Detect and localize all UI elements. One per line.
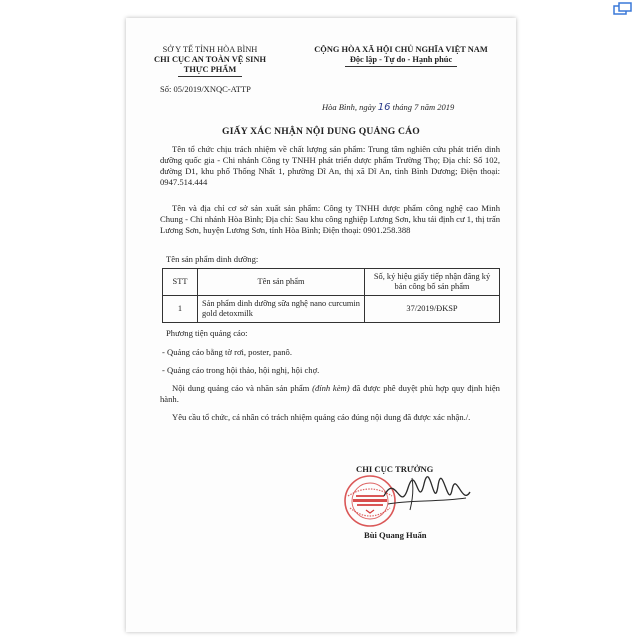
handwritten-signature-icon [378,466,474,520]
table-header-cell: Số, ký hiệu giấy tiếp nhận đăng ký bản công bố sản phẩm [365,269,500,296]
approval-paragraph [160,383,500,405]
document-number: Số: 05/2019/XNQC-ATTP [160,84,251,94]
signatory-name: Bùi Quang Huấn [364,530,427,540]
date-day-handwritten: 16 [377,102,391,113]
national-header [302,45,500,67]
media-label: Phương tiện quảng cáo: [166,328,248,338]
issuer-underline [178,76,242,77]
date-prefix: Hòa Bình, ngày [322,102,376,112]
request-paragraph: Yêu cầu tổ chức, cá nhân có trách nhiệm quảng cáo đúng nội dung đã được xác nhận./. [172,412,471,422]
motto-underline [345,66,457,67]
responsible-org-paragraph: Tên tổ chức chịu trách nhiệm về chất lượng sản phẩm: Trung tâm nghiên cứu phát triển dinh dưỡng quốc gia - Chi nhánh Công ty TNHH phát triển dược phẩm Trường Thọ; Địa chỉ: Số 102, đường D1, khu phố Thống Nhất 1, phường Dĩ An, thị xã Dĩ An, tỉnh Bình Dương; Điện thoại: 0947.514.444 [160,144,500,187]
issuer-header [148,45,272,77]
date-rest: tháng 7 năm 2019 [392,102,455,112]
issuer-agency-line2: THỰC PHẨM [183,65,237,74]
manufacturer-paragraph: Tên và địa chỉ cơ sở sản xuất sản phẩm: Công ty TNHH dược phẩm công nghệ cao Minh Chung - Chi nhánh Hòa Bình; Địa chỉ: Sau khu công nghiệp Lương Sơn, khu tái định cư 1, thị trấn Lương Sơn, huyện Lương Sơn, tỉnh Hòa Bình; Điện thoại: 0901.258.388 [160,203,500,235]
signatory-title: CHI CỤC TRƯỞNG [356,464,434,474]
issuer-agency: CHI CỤC AN TOÀN VỆ SINH [154,55,266,64]
approval-text-end: đã được phê duyệt phù hợp quy định hiện hành. [160,383,500,404]
row-registration-number: 37/2019/ĐKSP [365,296,500,323]
window-restore-icon[interactable] [612,2,634,16]
row-stt: 1 [163,296,198,323]
product-table [162,268,500,323]
table-row [163,296,500,323]
place-date [322,102,454,113]
row-product-name: Sản phẩm dinh dưỡng sữa nghệ nano curcumin gold detoxmilk [198,296,365,323]
national-motto: Độc lập - Tự do - Hạnh phúc [349,55,453,64]
national-title: CỘNG HÒA XÃ HỘI CHỦ NGHĨA VIỆT NAM [314,45,488,54]
media-item: - Quảng cáo bằng tờ rơi, poster, panô. [162,347,292,357]
product-list-label: Tên sản phẩm dinh dưỡng: [166,254,259,264]
approval-text: Nội dung quảng cáo và nhãn sản phẩm [172,383,313,393]
media-item: - Quảng cáo trong hội thảo, hội nghị, hội chợ. [162,365,320,375]
issuer-department: SỞ Y TẾ TỈNH HÒA BÌNH [162,45,258,54]
table-header-cell: Tên sản phẩm [198,269,365,296]
approval-attachment-note: (đính kèm) [312,383,350,393]
table-header-row [163,269,500,296]
table-header-cell: STT [163,269,198,296]
document-title: GIẤY XÁC NHẬN NỘI DUNG QUẢNG CÁO [222,126,420,137]
document-page [126,18,516,632]
